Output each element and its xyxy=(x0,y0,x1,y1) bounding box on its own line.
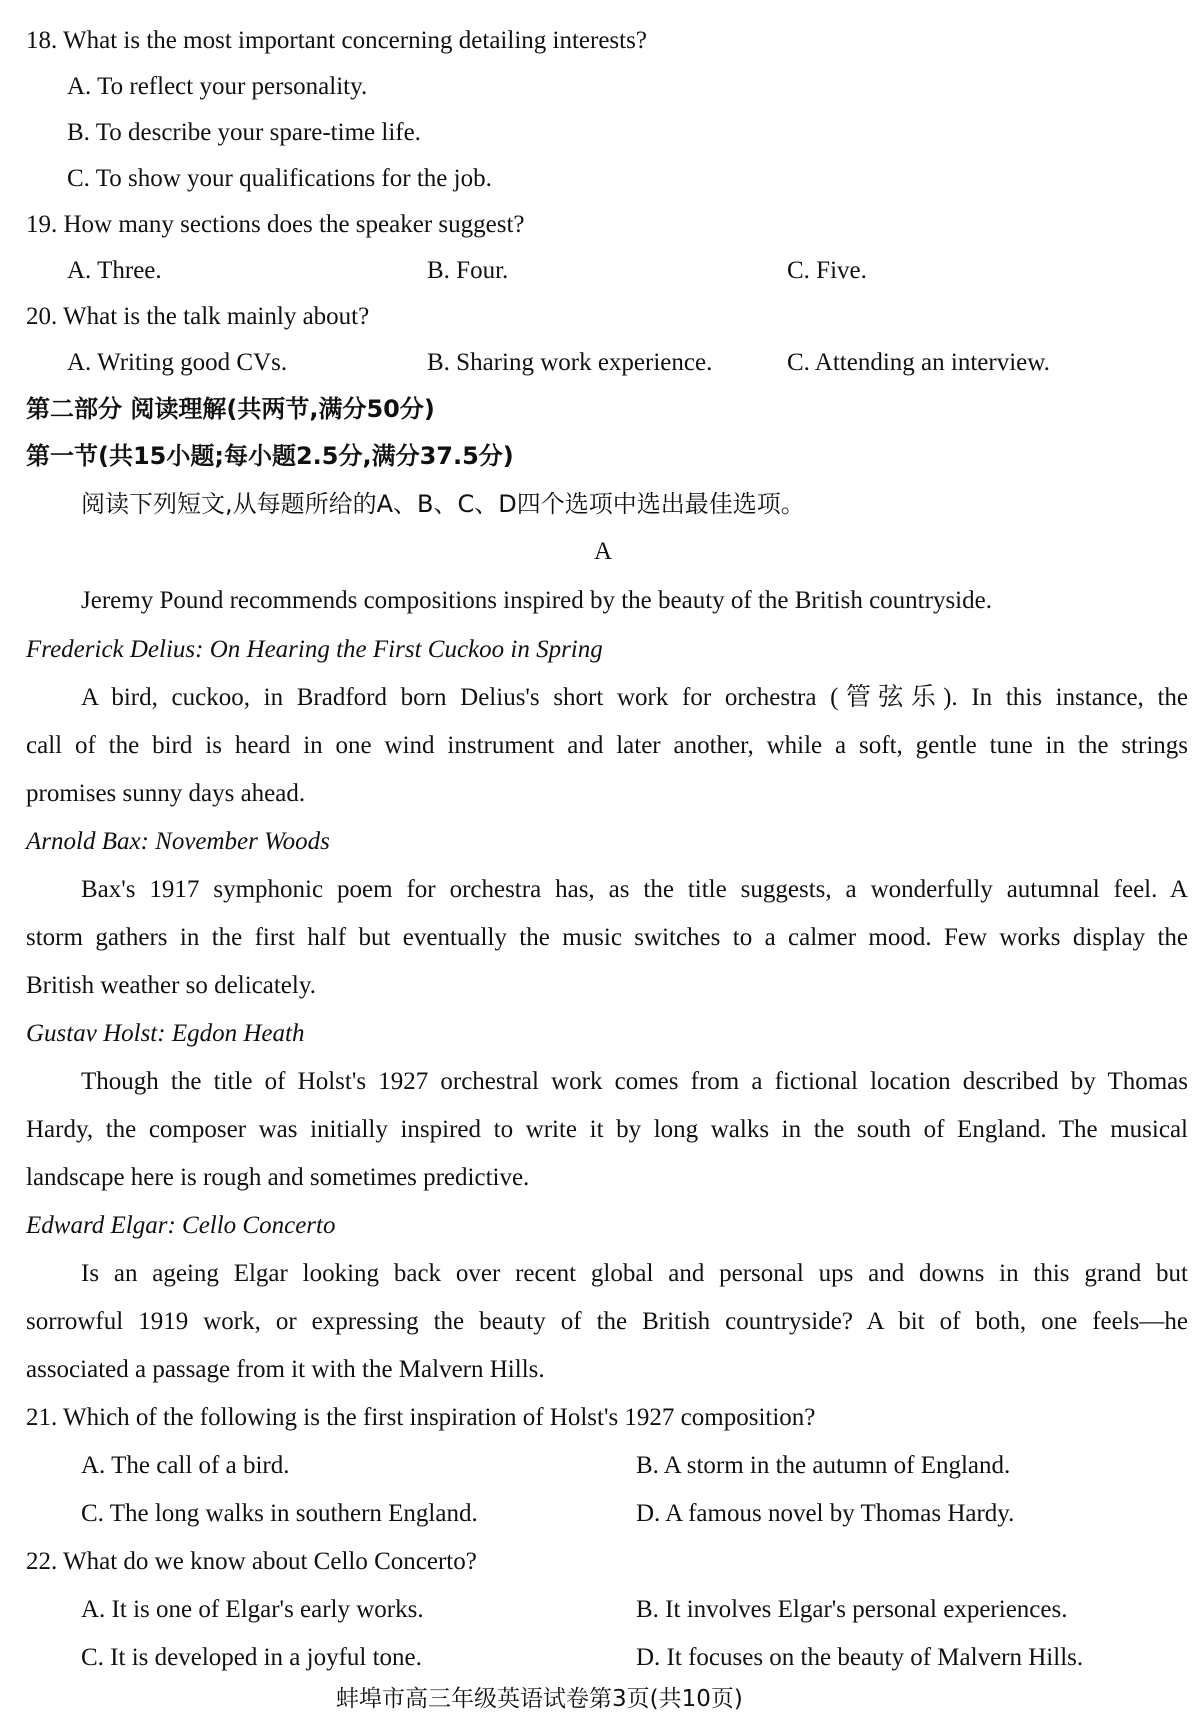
q20-option-c: C. Attending an interview. xyxy=(787,349,1050,376)
part2-heading: 第二部分 阅读理解(共两节,满分50分) xyxy=(26,395,435,423)
q22-stem: 22. What do we know about Cello Concerto? xyxy=(26,1548,477,1575)
q21-option-c: C. The long walks in southern England. xyxy=(81,1500,478,1527)
q18-option-b: B. To describe your spare-time life. xyxy=(67,119,421,146)
section1-heading: 第一节(共15小题;每小题2.5分,满分37.5分) xyxy=(26,442,514,470)
paragraph-line: British weather so delicately. xyxy=(26,972,316,999)
q20-option-a: A. Writing good CVs. xyxy=(67,349,288,376)
paragraph-line: A bird, cuckoo, in Bradford born Delius's short work for orchestra (管弦乐). In this instance, the xyxy=(81,684,1188,711)
paragraph-line: Is an ageing Elgar looking back over recent global and personal ups and downs in this grand but xyxy=(81,1260,1188,1287)
passage-intro: Jeremy Pound recommends compositions inspired by the beauty of the British countryside. xyxy=(81,587,992,614)
q20-stem: 20. What is the talk mainly about? xyxy=(26,303,370,330)
work-title: Gustav Holst: Egdon Heath xyxy=(26,1020,305,1047)
paragraph-line: sorrowful 1919 work, or expressing the beauty of the British countryside? A bit of both, one feels—he xyxy=(26,1308,1188,1335)
paragraph-line: promises sunny days ahead. xyxy=(26,780,306,807)
q22-option-a: A. It is one of Elgar's early works. xyxy=(81,1596,424,1623)
q21-stem: 21. Which of the following is the first inspiration of Holst's 1927 composition? xyxy=(26,1404,816,1431)
q22-option-b: B. It involves Elgar's personal experiences. xyxy=(636,1596,1068,1623)
q21-option-a: A. The call of a bird. xyxy=(81,1452,290,1479)
q18-option-a: A. To reflect your personality. xyxy=(67,73,368,100)
work-title: Edward Elgar: Cello Concerto xyxy=(26,1212,336,1239)
q22-option-d: D. It focuses on the beauty of Malvern Hills. xyxy=(636,1644,1084,1671)
q19-option-a: A. Three. xyxy=(67,257,162,284)
paragraph-line: landscape here is rough and sometimes predictive. xyxy=(26,1164,530,1191)
q18-stem: 18. What is the most important concerning detailing interests? xyxy=(26,27,647,54)
paragraph-line: associated a passage from it with the Malvern Hills. xyxy=(26,1356,545,1383)
paragraph-line: Though the title of Holst's 1927 orchestral work comes from a fictional location described by Thomas xyxy=(81,1068,1188,1095)
q18-option-c: C. To show your qualifications for the job. xyxy=(67,165,492,192)
q19-option-b: B. Four. xyxy=(427,257,509,284)
q21-option-d: D. A famous novel by Thomas Hardy. xyxy=(636,1500,1015,1527)
q19-stem: 19. How many sections does the speaker suggest? xyxy=(26,211,525,238)
q20-option-b: B. Sharing work experience. xyxy=(427,349,713,376)
q21-option-b: B. A storm in the autumn of England. xyxy=(636,1452,1011,1479)
instruction: 阅读下列短文,从每题所给的A、B、C、D四个选项中选出最佳选项。 xyxy=(81,490,805,518)
paragraph-line: Hardy, the composer was initially inspired to write it by long walks in the south of England. The musical xyxy=(26,1116,1188,1143)
work-title: Arnold Bax: November Woods xyxy=(26,828,330,855)
work-title: Frederick Delius: On Hearing the First Cuckoo in Spring xyxy=(26,636,603,663)
paragraph-line: Bax's 1917 symphonic poem for orchestra has, as the title suggests, a wonderfully autumnal feel. A xyxy=(81,876,1188,903)
q22-option-c: C. It is developed in a joyful tone. xyxy=(81,1644,422,1671)
passage-label: A xyxy=(594,538,613,565)
paragraph-line: storm gathers in the first half but eventually the music switches to a calmer mood. Few works display the xyxy=(26,924,1188,951)
paragraph-line: call of the bird is heard in one wind instrument and later another, while a soft, gentle tune in the strings xyxy=(26,732,1188,759)
q19-option-c: C. Five. xyxy=(787,257,867,284)
page-footer: 蚌埠市高三年级英语试卷第3页(共10页) xyxy=(336,1686,743,1712)
